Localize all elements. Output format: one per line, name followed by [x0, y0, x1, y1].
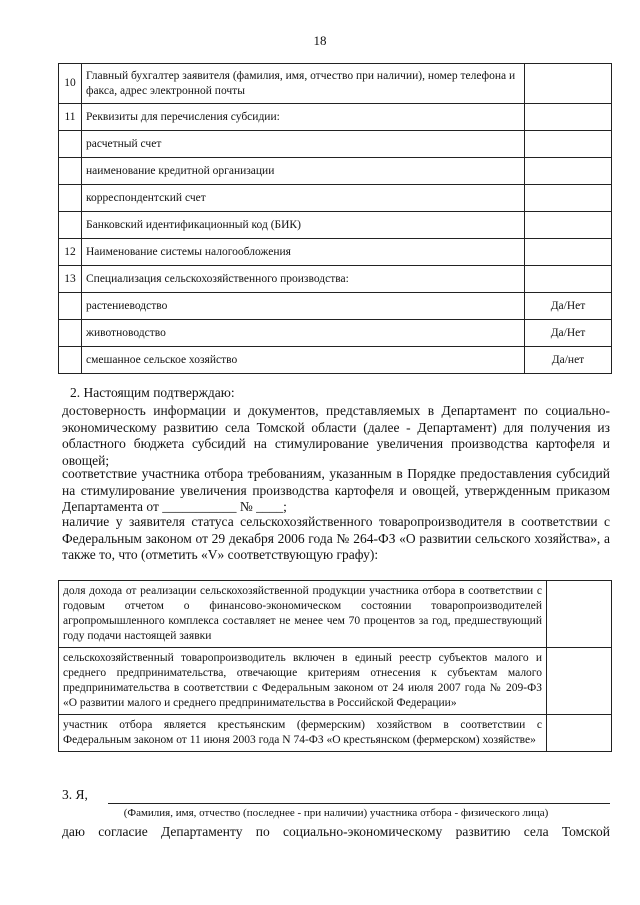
row-value-field[interactable] — [525, 239, 612, 266]
name-input-line[interactable] — [108, 803, 610, 804]
confirmation-paragraph-1: достоверность информации и документов, представляемых в Департамент по социально-экономическому развитию села Томской области (далее - Департамент) для получения из областного бюджета субсидий на стимулирование увеличения производства картофеля и овощей; — [62, 403, 610, 468]
confirmation-paragraph-2: соответствие участника отбора требованиям, указанным в Порядке предоставления субсидий на стимулирование увеличения производства картофеля и овощей, утвержденным приказом Департамента от ___________ № ____; — [62, 466, 610, 514]
row-number — [59, 158, 82, 185]
row-value-field[interactable] — [525, 131, 612, 158]
table-row — [59, 64, 612, 104]
name-field-caption: (Фамилия, имя, отчество (последнее - при наличии) участника отбора - физического лица) — [123, 807, 549, 819]
status-checkbox-table — [58, 580, 612, 752]
applicant-details-table — [58, 63, 612, 374]
table-row — [59, 158, 612, 185]
row-label: Главный бухгалтер заявителя (фамилия, имя, отчество при наличии), номер телефона и факса, адрес электронной почты — [82, 64, 525, 104]
criterion-row — [59, 648, 612, 715]
criterion-mark-cell[interactable] — [547, 581, 612, 648]
row-label: смешанное сельское хозяйство — [82, 347, 525, 374]
table-row — [59, 185, 612, 212]
table-row — [59, 212, 612, 239]
criterion-row — [59, 715, 612, 752]
table-row — [59, 266, 612, 293]
row-number: 12 — [59, 239, 82, 266]
row-number: 10 — [59, 64, 82, 104]
criterion-mark-cell[interactable] — [547, 648, 612, 715]
row-value-field[interactable] — [525, 185, 612, 212]
row-value-field[interactable] — [525, 158, 612, 185]
row-value-field[interactable]: Да/Нет — [525, 293, 612, 320]
row-label: корреспондентский счет — [82, 185, 525, 212]
row-number — [59, 320, 82, 347]
row-value-field[interactable] — [525, 64, 612, 104]
row-label: наименование кредитной организации — [82, 158, 525, 185]
row-value-field[interactable] — [525, 212, 612, 239]
table-row — [59, 104, 612, 131]
table-row — [59, 347, 612, 374]
confirmation-paragraph-3: наличие у заявителя статуса сельскохозяйственного товаропроизводителя в соответствии с Федеральным законом от 29 декабря 2006 года № 264-ФЗ «О развитии сельского хозяйства», а также то, что (отметить «V» соответствующую графу): — [62, 514, 610, 562]
row-number — [59, 347, 82, 374]
row-number — [59, 131, 82, 158]
row-number — [59, 293, 82, 320]
row-label: Реквизиты для перечисления субсидии: — [82, 104, 525, 131]
section-2-heading: 2. Настоящим подтверждаю: — [70, 385, 235, 400]
row-number: 11 — [59, 104, 82, 131]
row-value-field[interactable] — [525, 266, 612, 293]
table-row — [59, 293, 612, 320]
section-3-prefix: 3. Я, — [62, 787, 88, 802]
consent-text-line: даю согласие Департаменту по социально-экономическому развитию села Томской — [62, 824, 610, 839]
row-number: 13 — [59, 266, 82, 293]
row-label: расчетный счет — [82, 131, 525, 158]
criterion-text: сельскохозяйственный товаропроизводитель включен в единый реестр субъектов малого и среднего предпринимательства, отвечающие критериям отнесения к субъектам малого предпринимательства в соответствии с Федеральным законом от 24 июля 2007 года № 209-ФЗ «О развитии малого и среднего предпринимательства в Российской Федерации» — [59, 648, 547, 715]
table-row — [59, 320, 612, 347]
row-label: Наименование системы налогообложения — [82, 239, 525, 266]
row-number — [59, 185, 82, 212]
criterion-row — [59, 581, 612, 648]
page-number: 18 — [313, 33, 327, 48]
criterion-text: доля дохода от реализации сельскохозяйственной продукции участника отбора в соответствии с годовым отчетом о финансово-экономическом состоянии товаропроизводителей агропромышленного комплекса составляет не менее чем 70 процентов за год, предшествующий году подачи настоящей заявки — [59, 581, 547, 648]
row-number — [59, 212, 82, 239]
row-value-field[interactable]: Да/Нет — [525, 320, 612, 347]
table-row — [59, 131, 612, 158]
row-label: животноводство — [82, 320, 525, 347]
row-label: Банковский идентификационный код (БИК) — [82, 212, 525, 239]
row-value-field[interactable]: Да/нет — [525, 347, 612, 374]
row-label: Специализация сельскохозяйственного производства: — [82, 266, 525, 293]
row-label: растениеводство — [82, 293, 525, 320]
criterion-text: участник отбора является крестьянским (фермерским) хозяйством в соответствии с Федеральным законом от 11 июня 2003 года N 74-ФЗ «О крестьянском (фермерском) хозяйстве» — [59, 715, 547, 752]
table-row — [59, 239, 612, 266]
criterion-mark-cell[interactable] — [547, 715, 612, 752]
row-value-field[interactable] — [525, 104, 612, 131]
